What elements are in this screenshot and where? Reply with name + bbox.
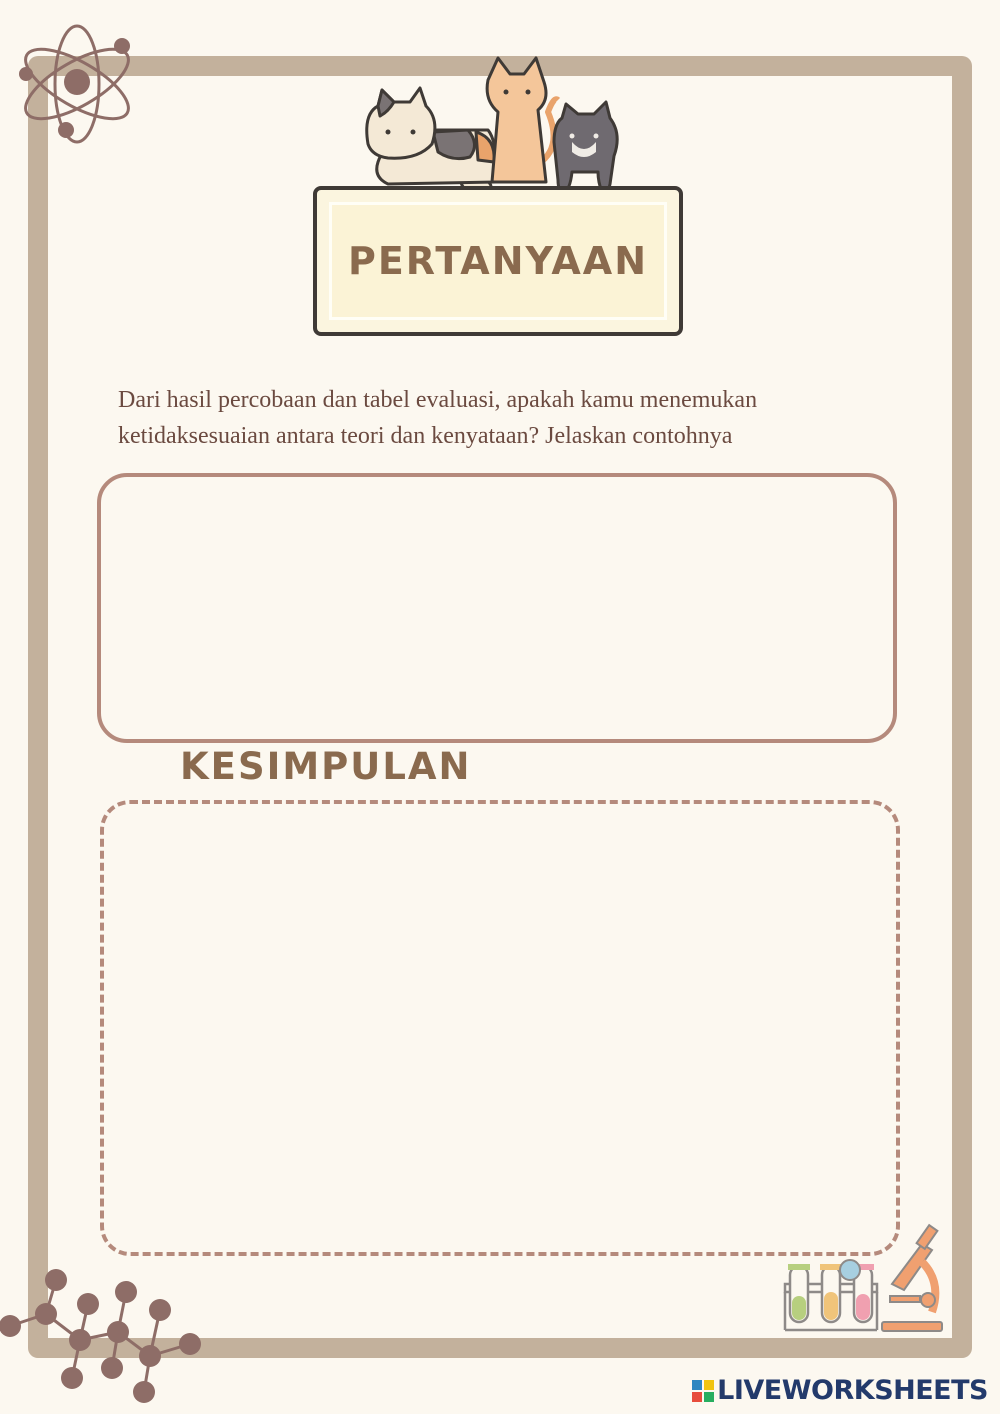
page-title: PERTANYAAN: [347, 239, 649, 283]
molecule-icon: [0, 1262, 210, 1412]
lab-equipment-icon: [782, 1222, 947, 1334]
liveworksheets-brand: [692, 1375, 988, 1406]
answer-text-box[interactable]: [97, 473, 897, 743]
question-text: Dari hasil percobaan dan tabel evaluasi, apakah kamu menemukan ketidaksesuaian antara teori dan kenyataan? Jelaskan contohnya: [118, 387, 758, 449]
title-box: [313, 186, 683, 336]
brand-name: LIVEWORKSHEETS: [717, 1375, 988, 1406]
title-inner: [329, 202, 667, 320]
atom-icon: [10, 22, 145, 147]
conclusion-title: KESIMPULAN: [180, 745, 472, 788]
liveworksheets-logo: [692, 1380, 714, 1402]
conclusion-text-box[interactable]: [100, 800, 900, 1256]
